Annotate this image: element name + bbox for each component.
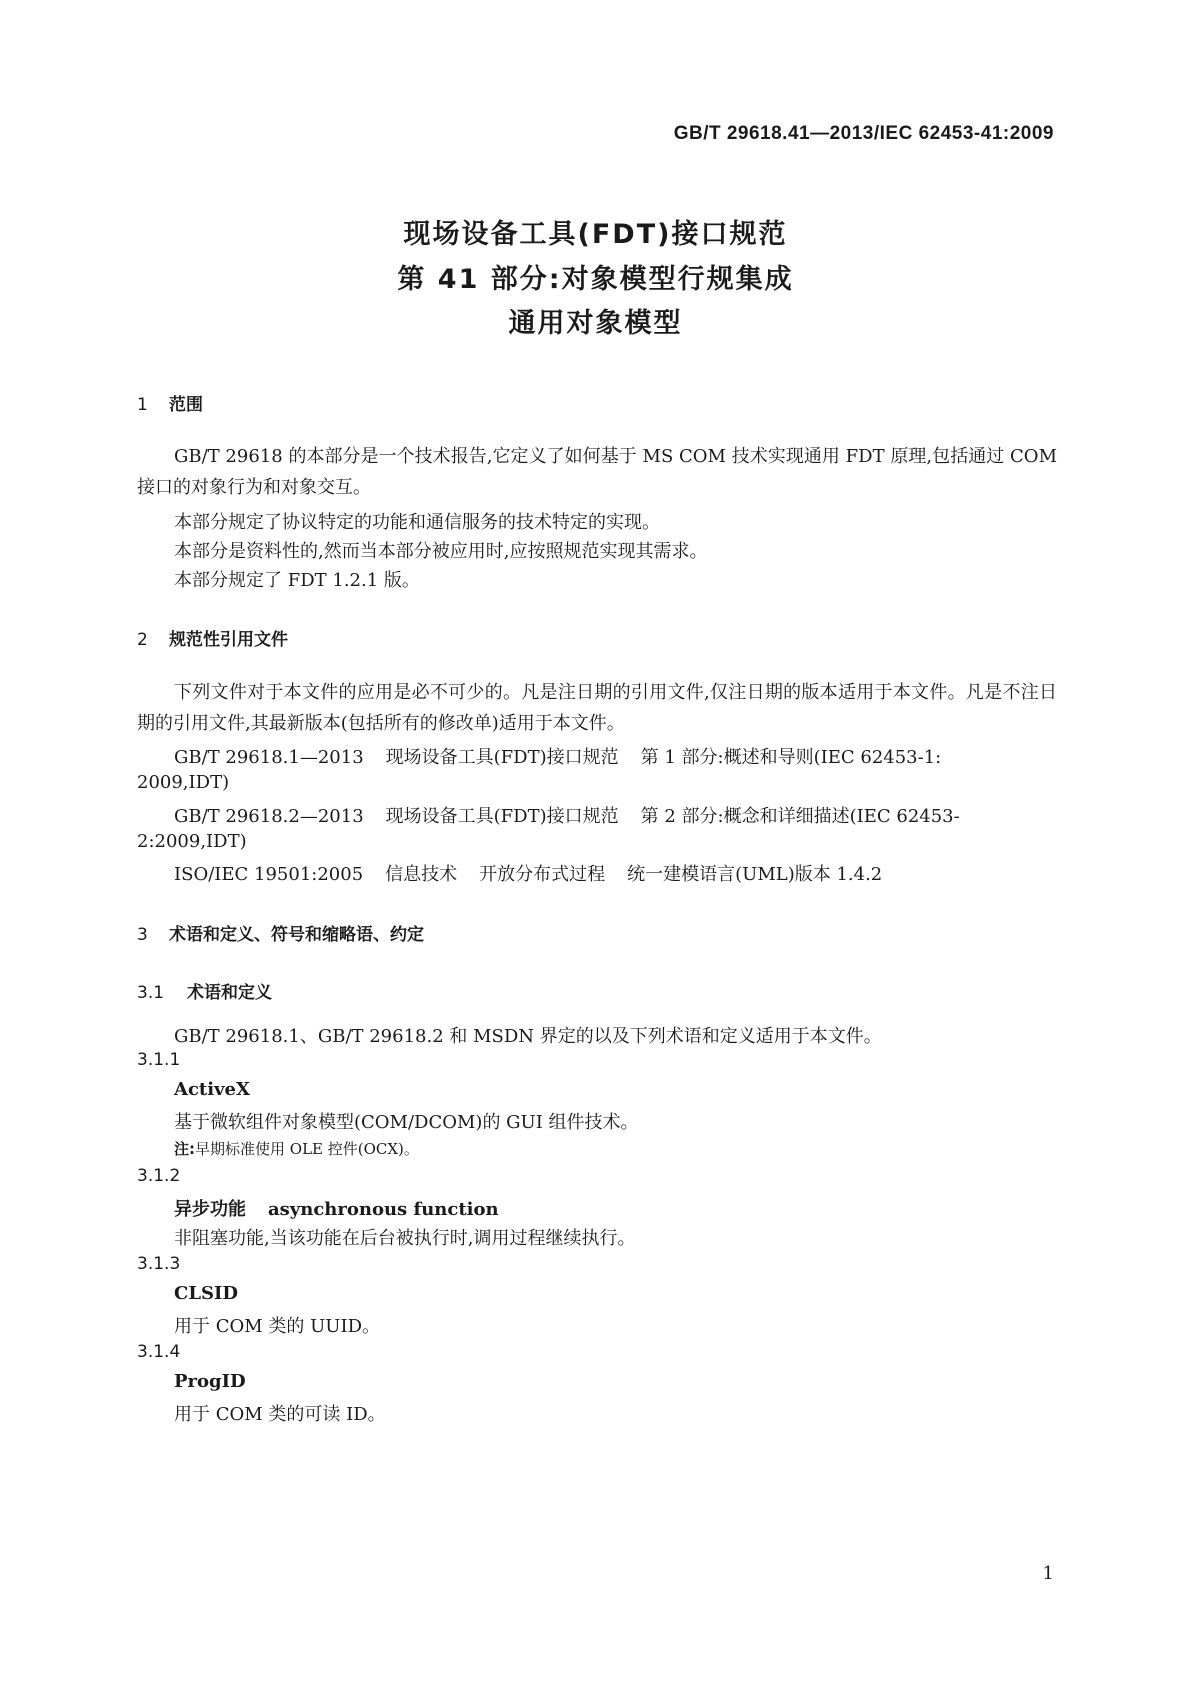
term-number: 3.1.3	[137, 1254, 181, 1274]
section-1-paragraph-3: 本部分是资料性的,然而当本部分被应用时,应按照规范实现其需求。	[174, 541, 708, 562]
section-number: 1	[137, 395, 148, 415]
reference-part: 第 1 部分:概述和导则(IEC 62453-1:	[640, 747, 942, 768]
page-number: 1	[1042, 1563, 1054, 1584]
reference-title: 现场设备工具(FDT)接口规范	[385, 806, 619, 827]
term-number: 3.1.4	[137, 1342, 181, 1362]
section-number: 2	[137, 630, 148, 650]
section-3-1-intro: GB/T 29618.1、GB/T 29618.2 和 MSDN 界定的以及下列术语和定义适用于本文件。	[174, 1026, 882, 1047]
term-name: CLSID	[174, 1283, 239, 1304]
section-1-paragraph-4: 本部分规定了 FDT 1.2.1 版。	[174, 570, 420, 591]
reference-1-continued: 2009,IDT)	[137, 772, 230, 793]
reference-1	[174, 743, 941, 769]
note-label: 注:	[174, 1140, 195, 1158]
section-3-1-heading	[137, 978, 272, 1003]
term-name: ActiveX	[174, 1079, 250, 1100]
subsection-title: 术语和定义	[187, 983, 272, 1003]
reference-title: 信息技术	[385, 864, 458, 885]
term-name	[174, 1195, 499, 1221]
section-1-paragraph-1: GB/T 29618 的本部分是一个技术报告,它定义了如何基于 MS COM 技术实现通用 FDT 原理,包括通过 COM 接口的对象行为和对象交互。	[137, 446, 1057, 498]
reference-code: ISO/IEC 19501:2005	[174, 864, 364, 885]
title-line-3: 通用对象模型	[508, 308, 683, 339]
section-1-heading	[137, 390, 203, 415]
standard-code-header: GB/T 29618.41—2013/IEC 62453-41:2009	[673, 123, 1054, 144]
section-2-heading	[137, 625, 288, 650]
reference-title: 现场设备工具(FDT)接口规范	[385, 747, 619, 768]
title-line-1: 现场设备工具(FDT)接口规范	[403, 219, 788, 250]
reference-code: GB/T 29618.1—2013	[174, 747, 364, 768]
section-title: 范围	[169, 395, 203, 415]
term-definition: 用于 COM 类的可读 ID。	[174, 1404, 386, 1425]
reference-extra: 统一建模语言(UML)版本 1.4.2	[627, 864, 883, 885]
reference-part: 开放分布式过程	[479, 864, 606, 885]
section-title: 术语和定义、符号和缩略语、约定	[169, 925, 424, 945]
term-definition: 基于微软组件对象模型(COM/DCOM)的 GUI 组件技术。	[174, 1112, 639, 1133]
term-name-en: asynchronous function	[268, 1199, 499, 1220]
section-2-intro: 下列文件对于本文件的应用是必不可少的。凡是注日期的引用文件,仅注日期的版本适用于本文件。凡是不注日期的引用文件,其最新版本(包括所有的修改单)适用于本文件。	[137, 682, 1057, 734]
section-title: 规范性引用文件	[169, 630, 288, 650]
term-definition: 非阻塞功能,当该功能在后台被执行时,调用过程继续执行。	[174, 1228, 636, 1249]
reference-2	[174, 802, 960, 828]
section-number: 3	[137, 925, 148, 945]
term-definition: 用于 COM 类的 UUID。	[174, 1316, 381, 1337]
term-number: 3.1.2	[137, 1166, 181, 1186]
term-name: ProgID	[174, 1371, 246, 1392]
section-1-paragraph-2: 本部分规定了协议特定的功能和通信服务的技术特定的实现。	[174, 512, 660, 533]
title-line-2: 第 41 部分:对象模型行规集成	[397, 264, 794, 295]
subsection-number: 3.1	[137, 983, 165, 1003]
reference-code: GB/T 29618.2—2013	[174, 806, 364, 827]
term-number: 3.1.1	[137, 1050, 181, 1070]
term-name-zh: 异步功能	[174, 1199, 246, 1220]
reference-3	[174, 860, 882, 886]
section-3-heading	[137, 920, 424, 945]
note-text: 早期标准使用 OLE 控件(OCX)。	[195, 1140, 419, 1158]
reference-2-continued: 2:2009,IDT)	[137, 831, 247, 852]
reference-part: 第 2 部分:概念和详细描述(IEC 62453-	[640, 806, 960, 827]
term-note	[174, 1138, 419, 1159]
